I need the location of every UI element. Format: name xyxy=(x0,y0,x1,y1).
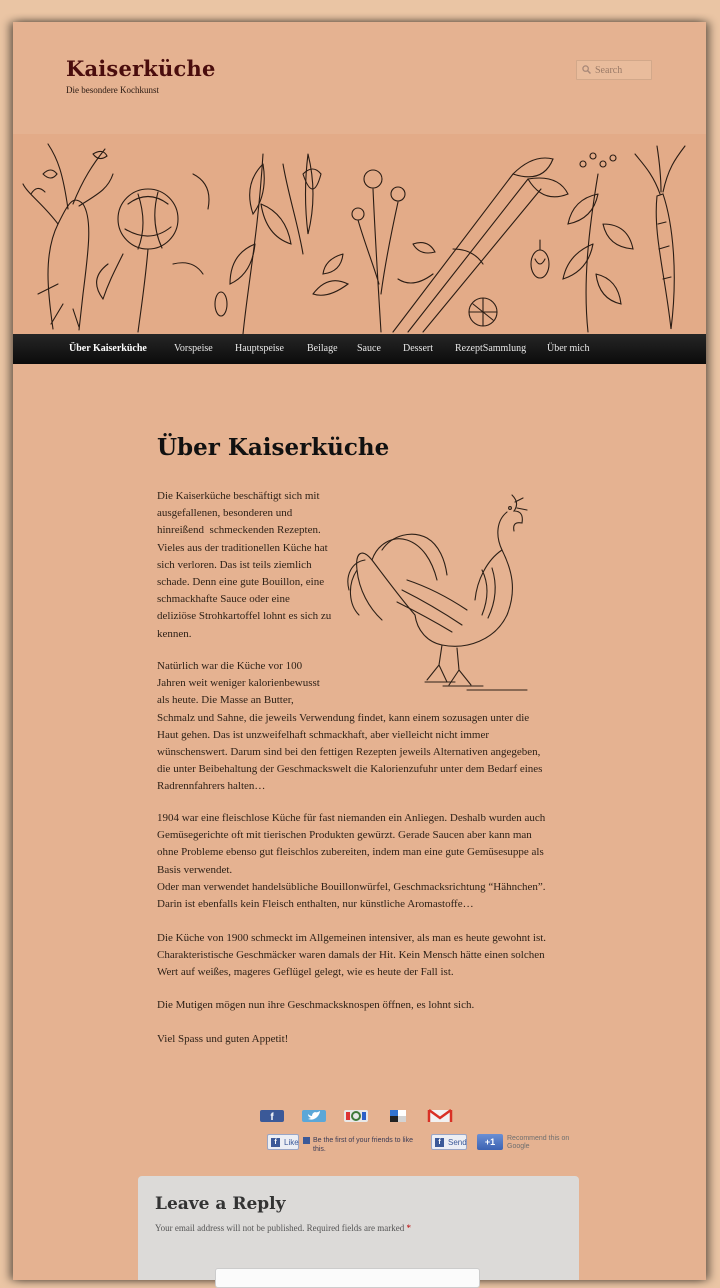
search-icon xyxy=(582,65,591,74)
nav-item-vorspeise[interactable]: Vorspeise xyxy=(174,343,213,354)
facebook-share-icon[interactable] xyxy=(259,1108,285,1122)
facebook-like-text xyxy=(303,1136,423,1154)
nav-item-rezeptsammlung[interactable]: RezeptSammlung xyxy=(455,343,527,354)
page xyxy=(13,22,706,1280)
social-buttons xyxy=(13,1134,706,1158)
nav-item-beilage[interactable]: Beilage xyxy=(307,343,338,354)
paragraph-closing: Viel Spass und guten Appetit! xyxy=(157,1033,289,1045)
gmail-share-icon[interactable] xyxy=(427,1108,453,1122)
main-navigation xyxy=(13,334,706,364)
required-mark: * xyxy=(406,1223,412,1233)
nav-item-ueber-kaiserkueche[interactable]: Über Kaiserküche xyxy=(69,343,147,354)
facebook-icon: f xyxy=(435,1138,444,1147)
paragraph-vegetarian: 1904 war eine fleischlose Küche für fast niemanden ein Anliegen. Deshalb wurden auch Gemüsegerichte oft mit tierischen Produkten gewürzt. Gerade Saucen aber kann man ohne Probleme ebenso gut fleischlos zubereiten, indem man eine gute Gemüsesuppe als Basis verwendet. Oder man verwendet handelsübliche Bouillonwürfel, Geschmacksrichtung “Hähnchen”. Darin ist ebenfalls kein Fleisch enthalten, nur künstliche Aromastoffe… xyxy=(157,812,546,911)
paragraph-taste: Die Küche von 1900 schmeckt im Allgemeinen intensiver, als man es heute gewohnt ist. Charakteristische Geschmäcker waren damals der Hit. Kein Mensch hätte einen solchen Wert auf weißes, mageres Geflügel gelegt, wie es heute der Fall ist. xyxy=(157,932,547,979)
reply-title: Leave a Reply xyxy=(155,1194,286,1214)
reply-section xyxy=(138,1176,579,1280)
page-title: Über Kaiserküche xyxy=(157,434,390,461)
paragraph-intro: Die Kaiserküche beschäftigt sich mit ausgefallenen, besonderen und hinreißend schmeckenden Rezepten. Vieles aus der traditionellen Küche hat sich verloren. Das ist teils ziemlich schade. Denn eine gute Bouillon, eine schmackhafte Sauce oder eine deliziöse Strohkartoffel lohnt es sich zu kennen. xyxy=(157,490,332,640)
facebook-icon: f xyxy=(271,1138,280,1147)
nav-item-hauptspeise[interactable]: Hauptspeise xyxy=(235,343,284,354)
reply-note-text: Your email address will not be published. Required fields are marked xyxy=(155,1223,405,1233)
paragraph-calories: Natürlich war die Küche vor 100 Jahren weit weniger kalorienbewusst als heute. Die Masse an Butter, Schmalz und Sahne, die jeweils Verwendung findet, kann einem sozusagen unter die Haut gehen. Das ist unzweifelhaft schmackhaft, aber vielleicht nicht immer wünschenswert. Darum sind bei den fettigen Rezepten jeweils Alternativen angegeben, die unter Beibehaltung der Geschmackswelt die Kalorienzufuhr unter dem Bedarf eines Radrennfahrers halten… xyxy=(157,660,543,793)
nav-item-dessert[interactable]: Dessert xyxy=(403,343,433,354)
google-recommend-text: Recommend this on Google xyxy=(507,1135,570,1150)
like-label: Like xyxy=(284,1138,299,1147)
vegetable-illustration xyxy=(13,134,706,334)
facebook-send-button[interactable] xyxy=(431,1134,467,1150)
delicious-share-icon[interactable] xyxy=(385,1108,411,1122)
twitter-share-icon[interactable] xyxy=(301,1108,327,1122)
reply-note xyxy=(155,1223,411,1233)
paragraph-brave: Die Mutigen mögen nun ihre Geschmacksknospen öffnen, es lohnt sich. xyxy=(157,999,475,1011)
site-title[interactable]: Kaiserküche xyxy=(66,56,216,81)
like-text: Be the first of your friends to like this. xyxy=(313,1137,413,1153)
google-plus-one-button[interactable]: +1 xyxy=(477,1134,503,1150)
nav-item-sauce[interactable]: Sauce xyxy=(357,343,381,354)
site-description: Die besondere Kochkunst xyxy=(66,85,159,95)
facebook-mini-icon xyxy=(303,1137,310,1144)
nav-item-ueber-mich[interactable]: Über mich xyxy=(547,343,590,354)
facebook-like-button[interactable] xyxy=(267,1134,299,1150)
send-label: Send xyxy=(448,1138,467,1147)
search-input[interactable] xyxy=(595,63,649,77)
search-box[interactable] xyxy=(576,60,652,80)
svg-text:f: f xyxy=(270,1112,274,1122)
google-share-icon[interactable] xyxy=(343,1108,369,1122)
header-banner-image xyxy=(13,134,706,334)
name-input[interactable] xyxy=(215,1268,480,1288)
